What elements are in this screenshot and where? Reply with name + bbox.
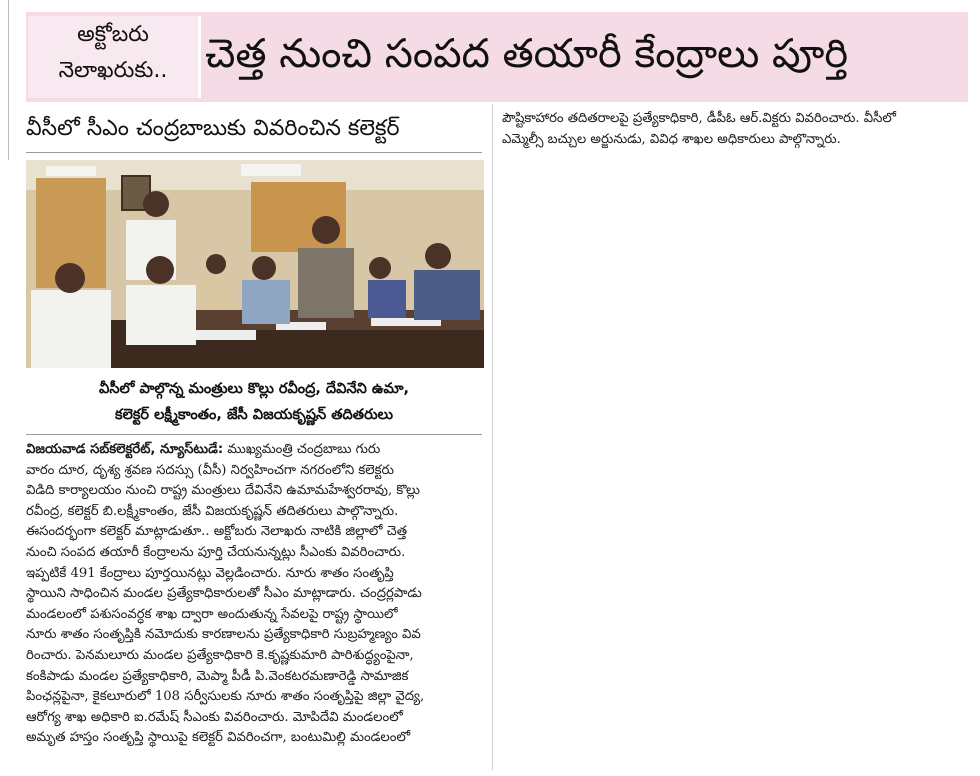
- dateline: విజయవాడ సబ్‌కలెక్టరేట్, న్యూస్‌టుడే:: [26, 442, 224, 457]
- continuation-line: ఎమ్మెల్సీ బచ్చుల అర్జునుడు, వివిధ శాఖల అధికారులు పాల్గొన్నారు.: [502, 132, 841, 147]
- article-line: ఆరోగ్య శాఖ అధికారి ఐ.రమేష్ సీఎంకు వివరించారు. మోపిదేవి మండలంలో: [26, 709, 403, 725]
- article-line: రించారు. పెనమలూరు మండల ప్రత్యేకాధికారి కె.కృష్ణకుమారి పారిశుద్ధ్యంపైనా,: [26, 647, 414, 663]
- article-line: స్థాయిని సాధించిన మండల ప్రత్యేకాధికారులతో సీఎం మాట్లాడారు. చంద్రర్లపాడు: [26, 586, 422, 602]
- article-line: విడిది కార్యాలయం నుంచి రాష్ట్ర మంత్రులు దేవినేని ఉమామహేశ్వరరావు, కొల్లు: [26, 483, 420, 499]
- article-line-start: ముఖ్యమంత్రి చంద్రబాబు గురు: [223, 442, 381, 457]
- article-line: నూరు శాతం సంతృప్తికి నమోదుకు కారణాలను ప్రత్యేకాధికారి సుబ్రహ్మణ్యం వివ: [26, 627, 421, 643]
- article-line: ఇప్పటికే 491 కేంద్రాలు పూర్తయినట్లు వెల్లడించారు. నూరు శాతం సంతృప్తి: [26, 565, 394, 581]
- margin-rule: [8, 0, 9, 160]
- kicker-box: [28, 16, 201, 98]
- subheadline: వీసీలో సీఎం చంద్రబాబుకు వివరించిన కలెక్టర్: [26, 116, 400, 141]
- kicker-line-1: అక్టోబరు: [77, 22, 149, 47]
- meeting-photo: [26, 160, 484, 368]
- continuation-line: పౌష్టికాహారం తదితరాలపై ప్రత్యేకాధికారి, డీపీఓ ఆర్.విక్టరు వివరించారు. వీసీలో: [502, 111, 896, 126]
- article-line: కంకిపాడు మండల ప్రత్యేకాధికారి, మెప్మా పీడీ పి.వెంకటరమణారెడ్డి సామాజిక: [26, 668, 409, 684]
- article-line: వారం దూర, దృశ్య శ్రవణ సదస్సు (వీసీ) నిర్వహించగా నగరంలోని కలెక్టరు: [26, 462, 394, 478]
- divider: [26, 434, 482, 435]
- kicker-line-2: నెలాఖరుకు..: [58, 58, 168, 83]
- photo-illustration: [26, 160, 484, 368]
- divider: [26, 152, 482, 153]
- article-continuation: [502, 108, 968, 152]
- article-line: [26, 440, 484, 461]
- article-line: అమృత హస్తం సంతృప్తి స్థాయిపై కలెక్టర్ వివరించగా, బంటుమిల్లి మండలంలో: [26, 730, 411, 746]
- headline: చెత్త నుంచి సంపద తయారీ కేంద్రాలు పూర్తి: [205, 31, 849, 77]
- caption-line-1: వీసీలో పాల్గొన్న మంత్రులు కొల్లు రవీంద్ర, దేవినేని ఉమా,: [99, 381, 409, 397]
- article-line: మండలంలో పశుసంవర్ధక శాఖ ద్వారా అందుతున్న సేవలపై రాష్ట్ర స్థాయిలో: [26, 606, 398, 622]
- column-rule: [492, 104, 493, 770]
- article-line: పింఛన్లపైనా, కైకలూరులో 108 సర్వీసులకు నూరు శాతం సంతృప్తిపై జిల్లా వైద్య,: [26, 689, 425, 705]
- caption-line-2: కలెక్టర్ లక్ష్మీకాంతం, జేసీ విజయకృష్ణన్ తదితరులు: [115, 407, 393, 423]
- article-line: ఈసందర్భంగా కలెక్టర్ మాట్లాడుతూ.. అక్టోబరు నెలాఖరు నాటికి జిల్లాలో చెత్త: [26, 524, 407, 540]
- photo-caption: [26, 376, 482, 430]
- article-body: [26, 440, 484, 770]
- article-line: నుంచి సంపద తయారీ కేంద్రాలను పూర్తి చేయనున్నట్లు సీఎంకు వివరించారు.: [26, 544, 406, 560]
- article-line: రవీంద్ర, కలెక్టర్ బి.లక్ష్మీకాంతం, జేసీ విజయకృష్ణన్ తదితరులు పాల్గొన్నారు.: [26, 503, 399, 519]
